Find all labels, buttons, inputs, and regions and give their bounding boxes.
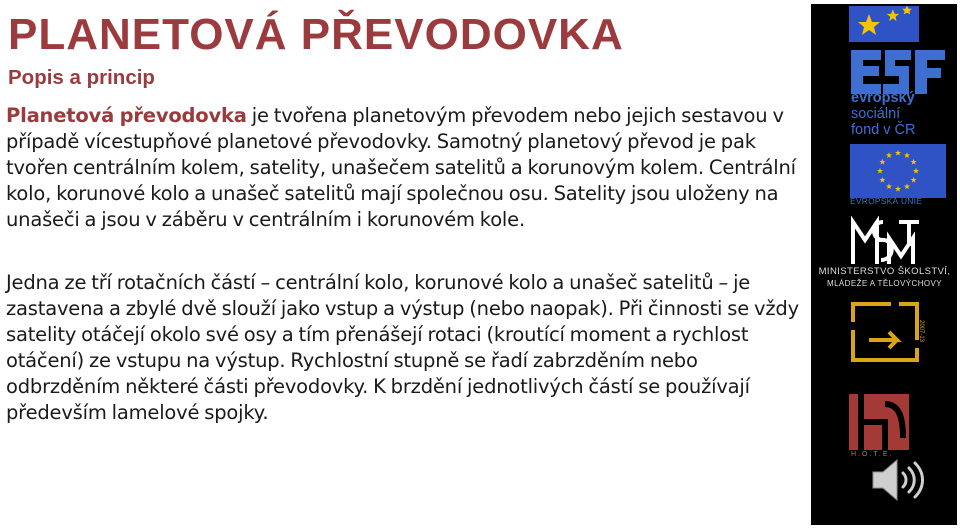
school-label: H.O.T.E. (851, 451, 894, 458)
op-years-label: 2007-13 (918, 320, 924, 343)
esf-line-1: evropský (851, 90, 915, 106)
paragraph-description (6, 103, 806, 233)
msmt-line-1: MINISTERSTVO ŠKOLSTVÍ, (818, 266, 951, 277)
eu-label: EVROPSKÁ UNIE (850, 196, 923, 206)
msmt-line-2: MLÁDEŽE A TĚLOVÝCHOVY (827, 279, 942, 288)
school-logo-icon (849, 394, 909, 450)
esf-line-3: fond v ČR (851, 122, 916, 138)
msmt-label (812, 266, 957, 290)
speaker-icon[interactable] (869, 454, 931, 506)
eu-flag-icon (850, 144, 946, 198)
esf-line-2: sociální (851, 106, 901, 122)
page-subtitle: Popis a princip (8, 66, 155, 89)
slide-content (6, 0, 806, 529)
paragraph-description-text: je tvořena planetovým převodem nebo jejich sestavou v případě vícestupňové planetové převodovky. Samotný planetový převod je pak tvořen centrálním kolem, satelity, unašečem satelitů a korunovým kolem. Centrální kolo, korunové kolo a unašeč satelitů mají společnou osu. Satelity jsou uloženy na unašeči a jsou v záběru v centrálním i korunovém kole. (6, 104, 796, 231)
paragraph-principle: Jedna ze tří rotačních částí – centrální kolo, korunové kolo a unašeč satelitů – je zastavena a zbylé dvě slouží jako vstup a výstup (nebo naopak). Při činnosti se vždy satelity otáčejí okolo své osy a tím přenášejí rotaci (kroutící moment a rychlost otáčení) ze vstupu na výstup. Rychlostní stupně se řadí zabrzděním nebo odbrzděním některé části převodovky. K brzdění jednotlivých částí se používají především lamelové spojky. (6, 271, 799, 424)
paragraph-lead-term: Planetová převodovka (6, 104, 247, 127)
msmt-logo-icon (849, 216, 919, 268)
esf-logo-text (851, 90, 915, 138)
page-title: PLANETOVÁ PŘEVODOVKA (8, 10, 624, 59)
logo-panel (811, 4, 957, 525)
